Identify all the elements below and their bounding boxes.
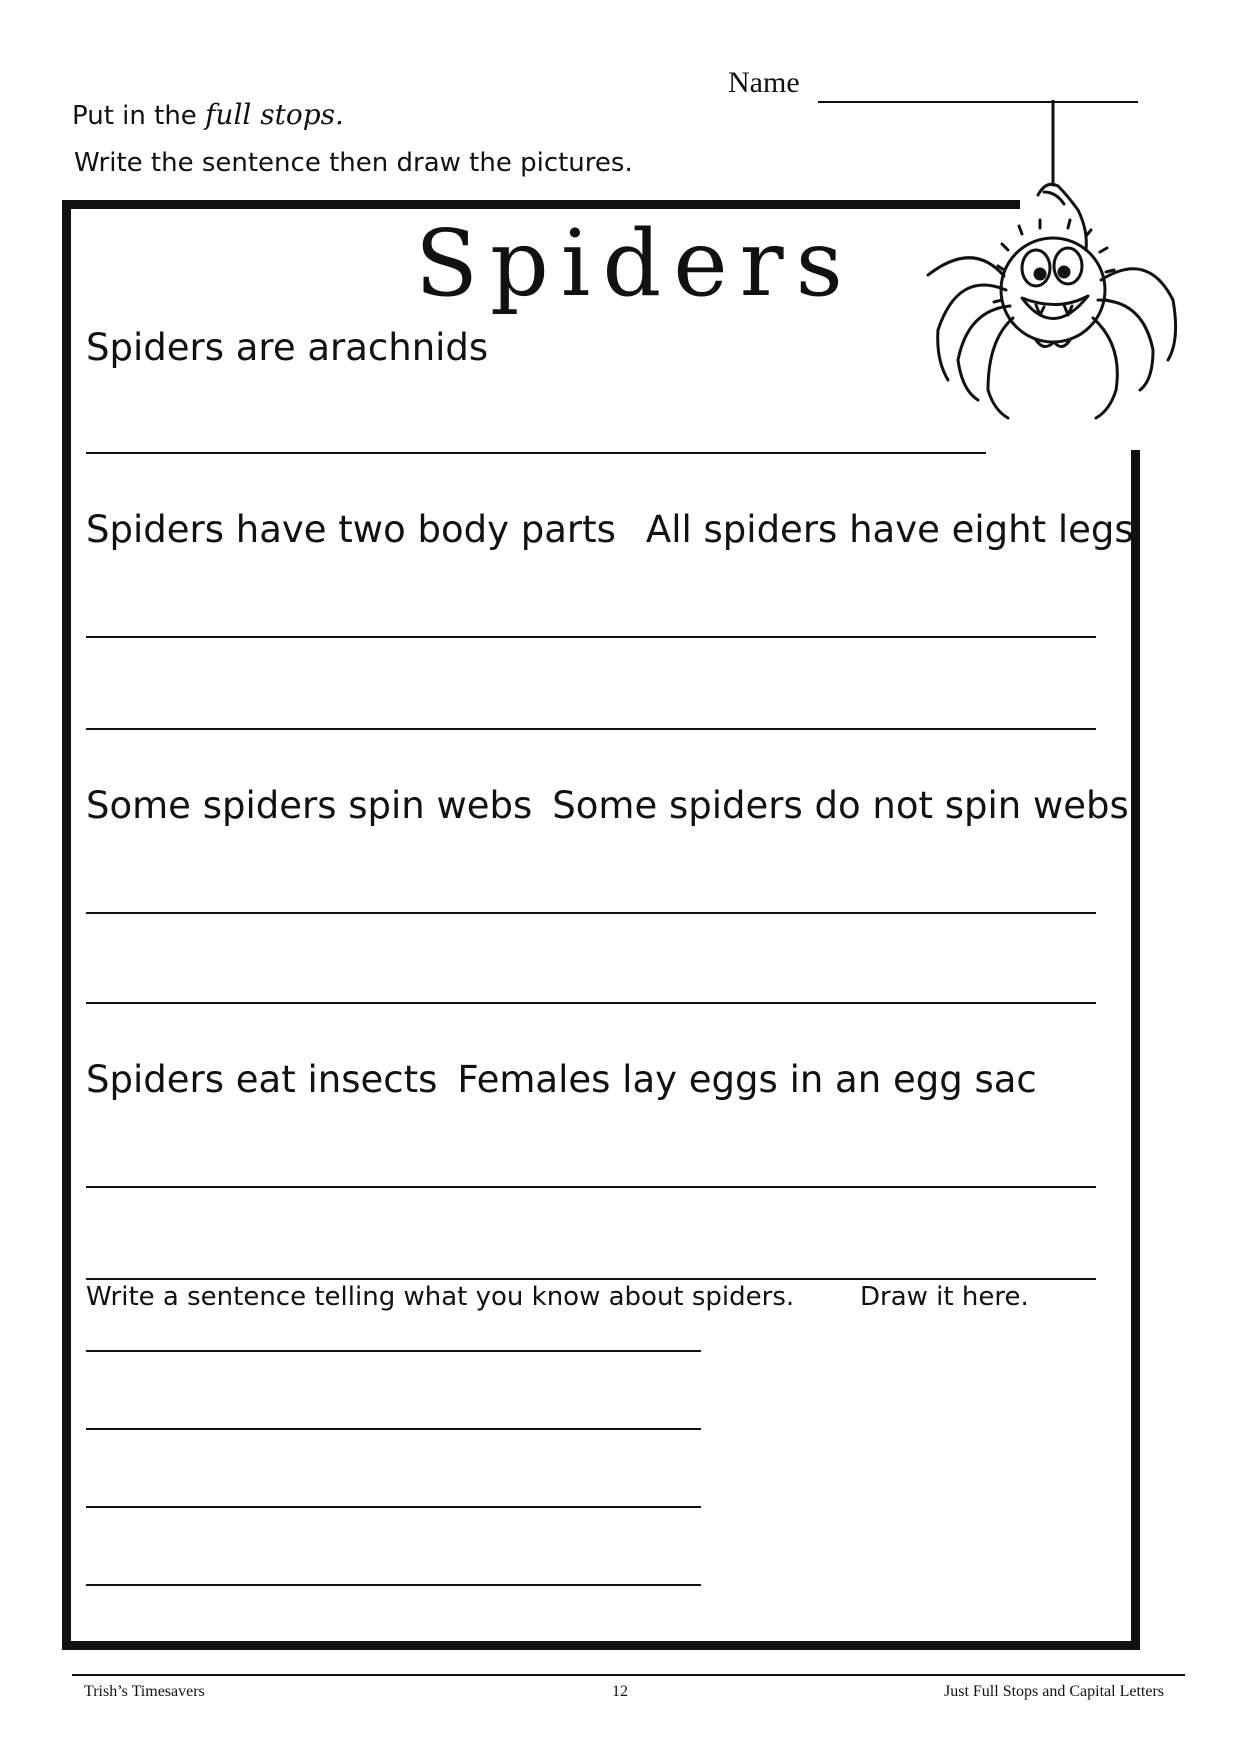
sentence-4 [86,1058,1037,1101]
footer-right: Just Full Stops and Capital Letters [944,1683,1164,1700]
name-label: Name [728,66,800,99]
footer-left: Trish’s Timesavers [84,1683,205,1700]
sentence-1-part-1: Spiders are arachnids [86,326,489,369]
sentence-3-part-2: Some spiders do not spin webs [552,784,1129,827]
sentence-2 [86,508,1134,551]
write-line[interactable] [86,912,1096,914]
sentence-4-part-2: Females lay eggs in an egg sac [457,1058,1037,1101]
write-line[interactable] [86,1186,1096,1188]
draw-it-label: Draw it here. [860,1282,1029,1312]
sentence-3-part-1: Some spiders spin webs [86,784,533,827]
sentence-4-part-1: Spiders eat insects [86,1058,438,1101]
footer-rule [72,1674,1185,1676]
instruction-write-draw: Write the sentence then draw the pictures. [74,148,633,178]
sentence-1 [86,326,488,369]
write-line[interactable] [86,1350,701,1352]
write-line[interactable] [86,1506,701,1508]
write-line[interactable] [86,636,1096,638]
free-sentence-prompt: Write a sentence telling what you know about spiders. [86,1282,795,1312]
instruction-emphasis: full stops. [205,98,344,131]
frame-left-border [62,200,71,1650]
write-line[interactable] [86,1278,1096,1280]
sentence-2-part-1: Spiders have two body parts [86,508,616,551]
instruction-prefix: Put in the [72,101,197,131]
write-line[interactable] [86,728,1096,730]
write-line[interactable] [86,452,986,454]
sentence-3 [86,784,1129,827]
frame-bottom-border [62,1641,1140,1650]
instruction-full-stops [72,98,344,131]
write-line[interactable] [86,1584,701,1586]
page-number: 12 [612,1683,628,1700]
cartoon-spider-icon [918,100,1188,455]
frame-top-border [62,200,1020,209]
frame-right-border [1131,450,1140,1650]
write-line[interactable] [86,1428,701,1430]
worksheet-title: Spiders [415,210,855,317]
write-line[interactable] [86,1002,1096,1004]
sentence-2-part-2: All spiders have eight legs [645,508,1134,551]
